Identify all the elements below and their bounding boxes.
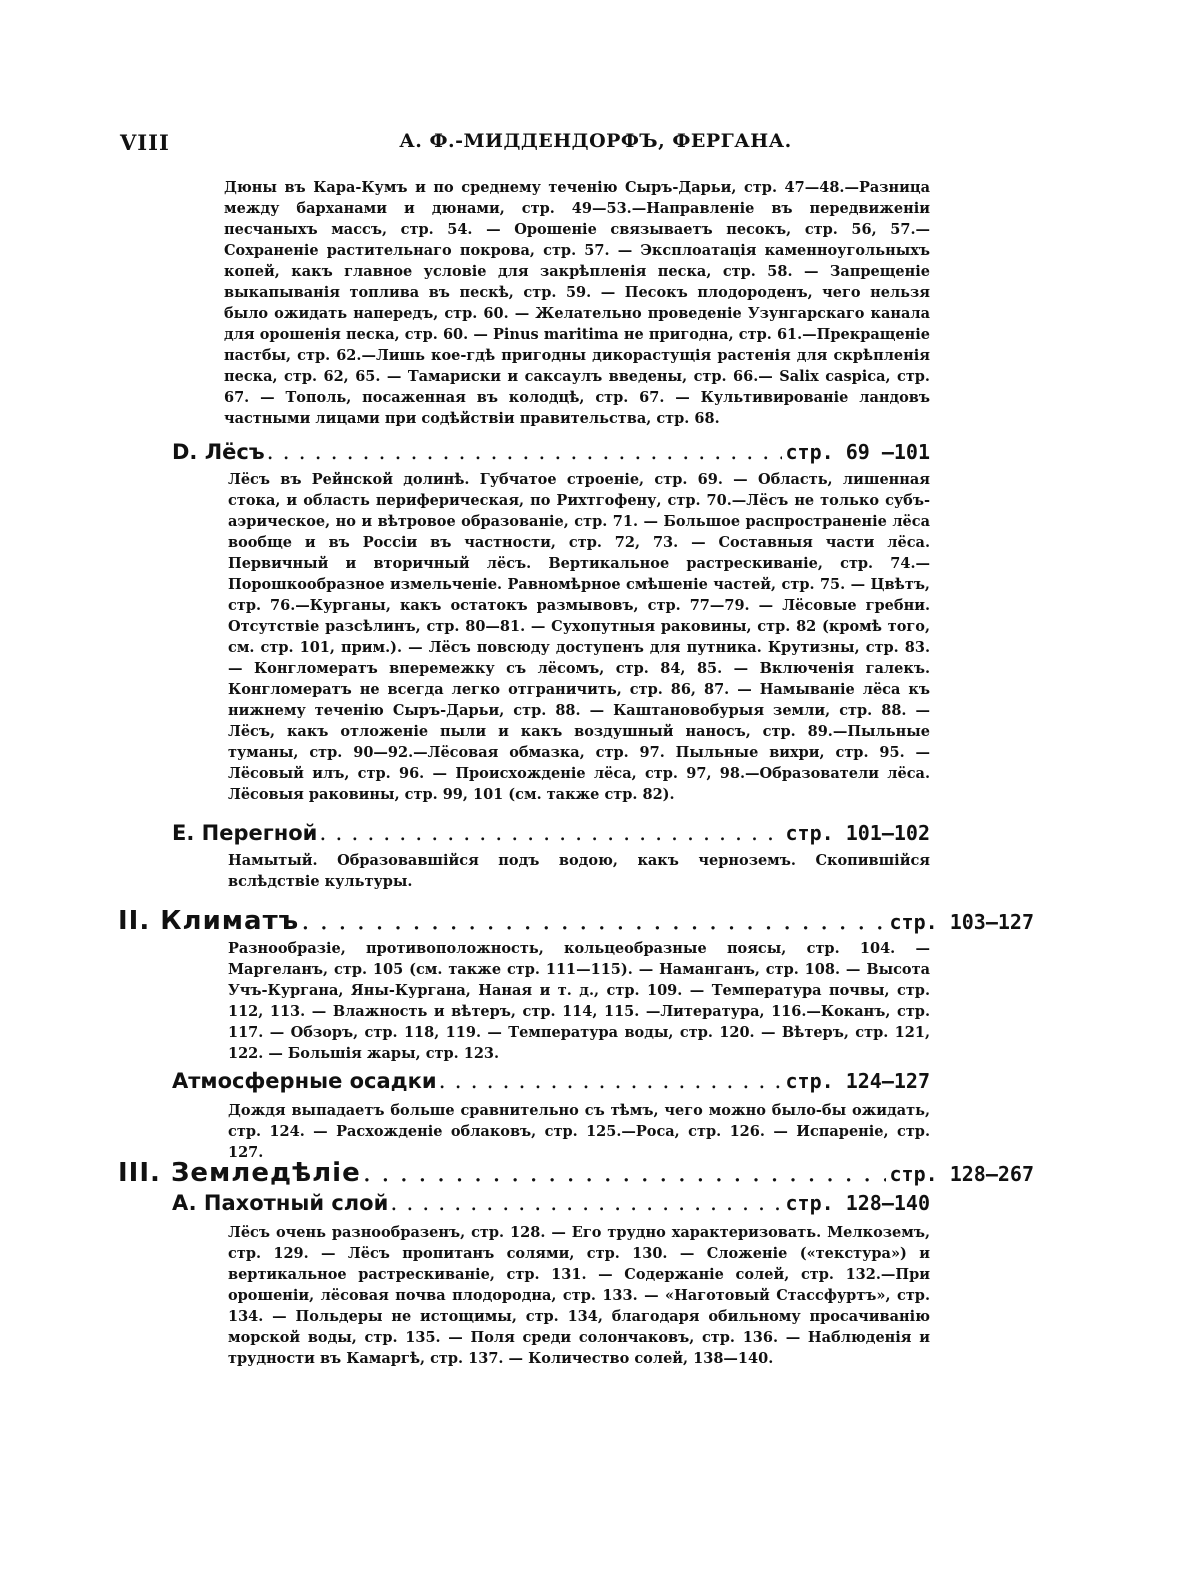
paragraph-humus: Намытый. Образовавшійся подъ водою, какъ черноземъ. Скопившійся вслѣдствіе культуры. [228, 852, 930, 890]
paragraph-arable-layer: Лёсъ очень разнообразенъ, стр. 128. — Его трудно характеризовать. Мелкоземъ, стр. 129. — Лёсъ пропитанъ солями, стр. 130. — Сложеніе («текстура») и вертикальное растрескиваніе, стр. 131. — Содержаніе солей, стр. 132.—При орошеніи, лёсовая почва плодородна, стр. 133. — «Наготовый Стассфуртъ», стр. 134. — Польдеры не истощимы, стр. 134, благодаря обильному просачиванію морской воды, стр. 135. — Поля среди солончаковъ, стр. 136. — Наблюденія и трудности въ Камаргѣ, стр. 137. — Количество солей, 138—140. [228, 1224, 930, 1367]
toc-entry-pages: стр. 124—127 [785, 1069, 930, 1093]
toc-entry-title: Атмосферные осадки [172, 1069, 437, 1093]
leader-dots [267, 440, 782, 465]
toc-entry-title: A. Пахотный слой [172, 1191, 389, 1215]
toc-entry-arable-layer [172, 1191, 930, 1216]
chapter-title: II. Климатъ [118, 906, 300, 936]
leader-dots [301, 906, 885, 936]
toc-entry-title: E. Перегной [172, 821, 318, 845]
toc-entry-pages: стр. 128—140 [785, 1191, 930, 1215]
chapter-pages: стр. 103—127 [889, 910, 1034, 934]
toc-chapter-climate [118, 906, 1034, 936]
leader-dots [390, 1191, 781, 1216]
running-title: А. Ф.-МИДДЕНДОРФЪ, ФЕРГАНА. [399, 130, 792, 152]
chapter-title: III. Земледѣліе [118, 1158, 361, 1188]
leader-dots [319, 821, 781, 846]
toc-entry-pages: стр. 101—102 [785, 821, 930, 845]
page-number: VIII [120, 130, 170, 155]
toc-chapter-agriculture [118, 1158, 1034, 1188]
leader-dots [439, 1069, 782, 1094]
paragraph-loess: Лёсъ въ Рейнской долинѣ. Губчатое строеніе, стр. 69. — Область, лишенная стока, и область периферическая, по Рихтгофену, стр. 70.—Лёсъ не только субъ-аэрическое, но и вѣтровое образованіе, стр. 71. — Большое распространеніе лёса вообще и въ Россіи въ частности, стр. 72, 73. — Составныя части лёса. Первичный и вторичный лёсъ. Вертикальное растрескиваніе, стр. 74.—Порошкообразное измельченіе. Равномѣрное смѣшеніе частей, стр. 75. — Цвѣтъ, стр. 76.—Курганы, какъ остатокъ размывовъ, стр. 77—79. — Лёсовые гребни. Отсутствіе разсѣлинъ, стр. 80—81. — Сухопутныя раковины, стр. 82 (кромѣ того, см. стр. 101, прим.). — Лёсъ повсюду доступенъ для путника. Крутизны, стр. 83. — Конгломератъ вперемежку съ лёсомъ, стр. 84, 85. — Включенія галекъ. Конгломератъ не всегда легко отграничить, стр. 86, 87. — Намываніе лёса къ нижнему теченію Сыръ-Дарьи, стр. 88. — Каштановобурыя земли, стр. 88. — Лёсъ, какъ отложеніе пыли и какъ воздушный наносъ, стр. 89.—Пыльные туманы, стр. 90—92.—Лёсовая обмазка, стр. 97. Пыльные вихри, стр. 95. — Лёсовый илъ, стр. 96. — Происхожденіе лёса, стр. 97, 98.—Образователи лёса. Лёсовыя раковины, стр. 99, 101 (см. также стр. 82). [228, 471, 930, 803]
toc-entry-precipitation [172, 1069, 930, 1094]
leader-dots [363, 1158, 886, 1188]
toc-entry-loess [172, 440, 930, 465]
toc-entry-title: D. Лёсъ [172, 440, 265, 464]
paragraph-climate: Разнообразіе, противоположность, кольцеобразные поясы, стр. 104. — Маргеланъ, стр. 105 (см. также стр. 111—115). — Наманганъ, стр. 108. — Высота Учъ-Кургана, Яны-Кургана, Наная и т. д., стр. 109. — Температура почвы, стр. 112, 113. — Влажность и вѣтеръ, стр. 114, 115. —Литература, 116.—Коканъ, стр. 117. — Обзоръ, стр. 118, 119. — Температура воды, стр. 120. — Вѣтеръ, стр. 121, 122. — Большія жары, стр. 123. [228, 940, 930, 1062]
chapter-pages: стр. 128—267 [889, 1162, 1034, 1186]
paragraph-dunes: Дюны въ Кара-Кумъ и по среднему теченію Сыръ-Дарьи, стр. 47—48.—Разница между барханами и дюнами, стр. 49—53.—Направленіе въ передвиженіи песчаныхъ массъ, стр. 54. — Орошеніе связываетъ песокъ, стр. 56, 57.—Сохраненіе растительнаго покрова, стр. 57. — Эксплоатація каменноугольныхъ копей, какъ главное условіе для закрѣпленія песка, стр. 58. — Запрещеніе выкапыванія топлива въ пескѣ, стр. 59. — Песокъ плодороденъ, чего нельзя было ожидать напередъ, стр. 60. — Желательно проведеніе Узунгарскаго канала для орошенія песка, стр. 60. — Pinus maritima не пригодна, стр. 61.—Прекращеніе пастбы, стр. 62.—Лишь кое-гдѣ пригодны дикорастущія растенія для скрѣпленія песка, стр. 62, 65. — Тамариски и саксаулъ введены, стр. 66.— Salix caspica, стр. 67. — Тополь, посаженная въ колодцѣ, стр. 67. — Культивированіе ландовъ частными лицами при содѣйствіи правительства, стр. 68. [224, 179, 930, 427]
toc-entry-pages: стр. 69 —101 [785, 440, 930, 464]
paragraph-precipitation: Дождя выпадаетъ больше сравнительно съ тѣмъ, чего можно было-бы ожидать, стр. 124. — Расхожденіе облаковъ, стр. 125.—Роса, стр. 126. — Испареніе, стр. 127. [228, 1102, 930, 1161]
toc-entry-humus [172, 821, 930, 846]
